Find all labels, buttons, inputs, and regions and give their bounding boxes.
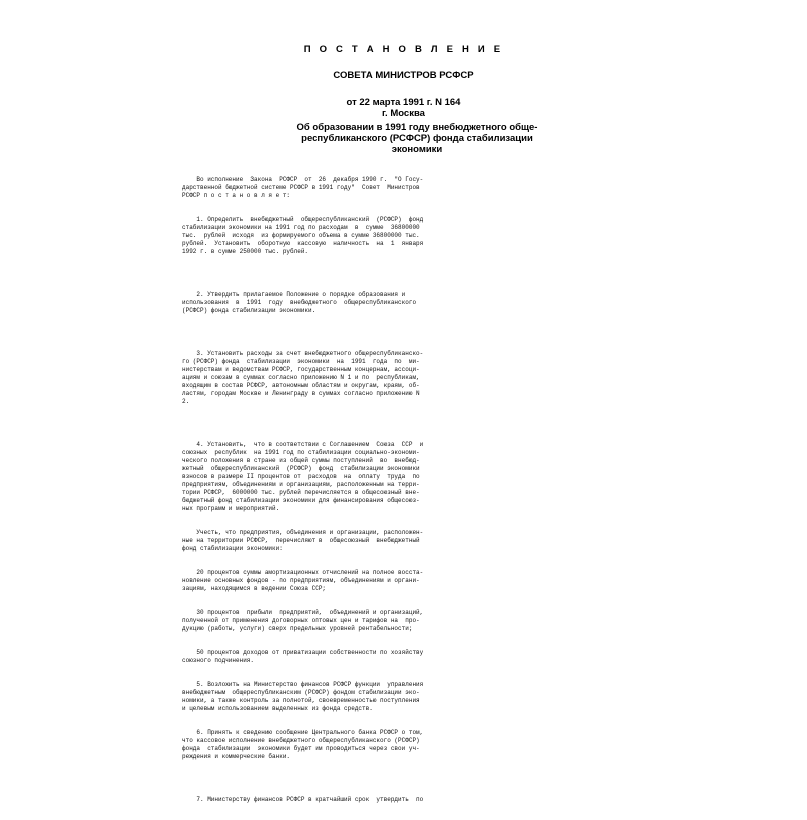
paragraph-gap [182,777,642,780]
paragraph-item-2: 2. Утвердить прилагаемое Положение о порядке образования и использования в 1991 году внебюджетного общереспубликанского (РСФСР) фонда стабилизации экономики. [182,291,417,314]
paragraph-item-5: 5. Возложить на Министерство финансов РСФСР функции управления внебюджетным общереспубликанским (РСФСР) фондом стабилизации эко- номики, а также контроль за полнотой, своевременностью поступления и целевым использованием выделенных из фонда средств. [182,681,424,712]
document-city: г. Москва [382,108,425,119]
document-body [182,160,642,820]
paragraph-item-3: 3. Установить расходы за счет внебюджетного общереспубликанско- го (РСФСР) фонда стабилизации экономики на 1991 года по ми- нистерствам и ведомствам РСФСР, государственным концернам, ассоци- ациям и союзам в суммах согласно приложению N 1 и по республикам, входящим в состав РСФСР, автономным областям и округам, краям, об- ластям, городам Москве и Ленинграду в суммах согласно приложению N 2. [182,350,424,405]
paragraph-item-1: 1. Определить внебюджетный общереспубликанский (РСФСР) фонд стабилизации экономики на 1991 год по расходам в сумме 36800000 тыс. рублей исходя из формируемого объема в сумме 36800000 тыс. рублей. Установить оборотную кассовую наличность на 1 января 1992 г. в сумме 250000 тыс. рублей. [182,216,424,255]
document-title: Об образовании в 1991 году внебюджетного обще- республиканского (РСФСР) фонда стабилизации экономики [296,122,538,155]
document-kind: П О С Т А Н О В Л Е Н И Е [303,44,504,55]
paragraph-item-7: 7. Министерству финансов РСФСР в кратчайший срок утвердить по [182,796,424,803]
issuing-organization: СОВЕТА МИНИСТРОВ РСФСР [333,70,474,81]
paragraph-gap [182,272,642,275]
paragraph-item-6: 6. Принять к сведению сообщение Центрального банка РСФСР о том, что кассовое исполнение внебюджетного общереспубликанского (РСФСР) фонда стабилизации экономики будет им проводиться через свои уч- реждения и коммерческие банки. [182,729,424,760]
paragraph-preamble: Во исполнение Закона РСФСР от 26 декабря 1990 г. "О Госу- дарственной бюджетной системе РСФСР в 1991 году" Совет Министров РСФСР п о с т а н о в л я е т: [182,176,424,199]
paragraph-item-4-sub-2: 30 процентов прибыли предприятий, объединений и организаций, полученной от применения договорных оптовых цен и тарифов на про- дукцию (работы, услуги) сверх предельных уровней рентабельности; [182,609,424,632]
paragraph-item-4-note: Учесть, что предприятия, объединения и организации, расположен- ные на территории РСФСР, перечисляют в общесоюзный внебюджетный фонд стабилизации экономики: [182,529,424,552]
paragraph-item-4: 4. Установить, что в соответствии с Соглашением Союза ССР и союзных республик на 1991 год по стабилизации социально-экономи- ческого положения в стране из общей суммы поступлений во внебюд- жетный общереспубликанский (РСФСР) фонд стабилизации экономики взносов в размере II процентов от расходов на оплату труда по предприятиям, объединениям и организациям, расположенным на терри- тории РСФСР, 6000000 тыс. рублей перечисляется в общесоюзный вне- бюджетный фонд стабилизации экономики для финансирования общесоюз- ных программ и мероприятий. [182,441,424,512]
paragraph-gap [182,331,642,334]
document-date: от 22 марта 1991 г. N 164 [346,97,461,108]
paragraph-item-4-sub-1: 20 процентов суммы амортизационных отчислений на полное восста- новление основных фондов - по предприятиям, объединениям и органи- зациям, находящимся в ведении Союза ССР; [182,569,424,592]
paragraph-gap [182,422,642,425]
paragraph-item-4-sub-3: 50 процентов доходов от приватизации собственности по хозяйству союзного подчинения. [182,649,424,664]
